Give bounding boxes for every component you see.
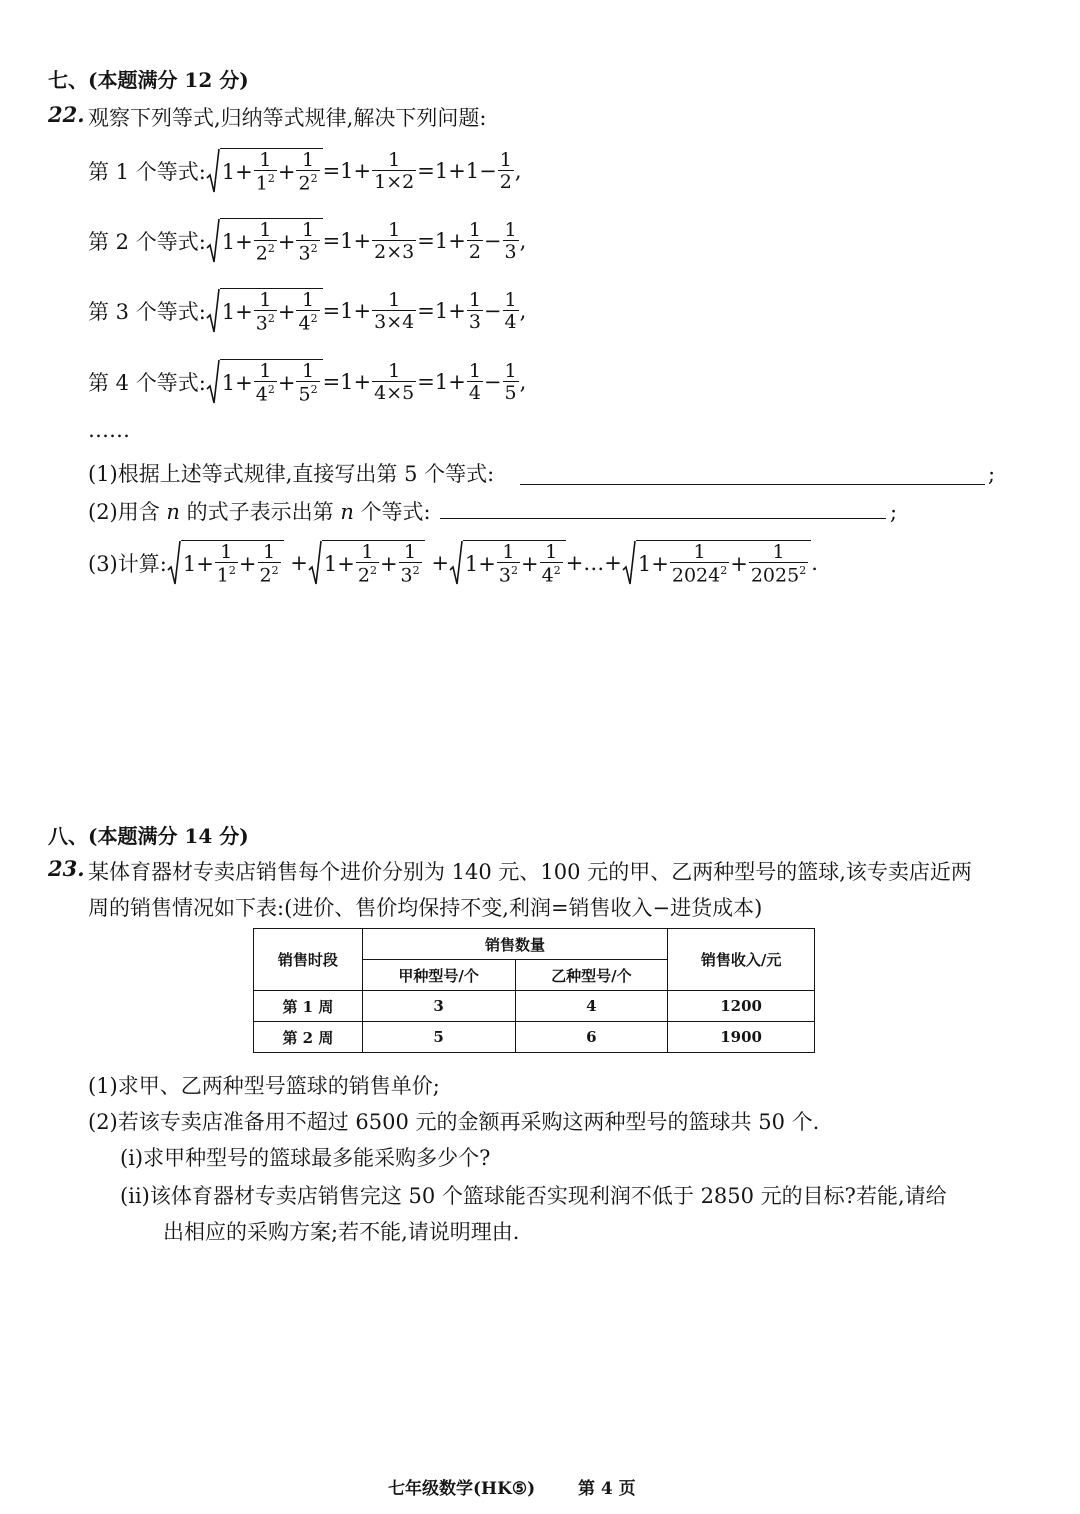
frac-den: 3: [255, 312, 268, 335]
part-2-text-c: 个等式:: [353, 500, 431, 524]
equation-label: 第 3 个等式:: [88, 300, 206, 324]
denominator-2024: 2024: [671, 564, 721, 587]
equation-rhs-prefix: 1+: [434, 229, 466, 253]
frac-den: 3×4: [374, 310, 415, 333]
answer-blank-1[interactable]: [520, 484, 985, 485]
sqrt-term-3: 1+ $\frac{1}{3^2}$ + $\frac{1}{4^2}$: [449, 540, 566, 586]
frac-den: 4: [298, 312, 311, 335]
frac-den: 1×2: [374, 170, 415, 193]
part-3-dots: +…+: [565, 551, 622, 575]
answer-blank-2[interactable]: [440, 518, 886, 519]
var-n: n: [166, 500, 180, 524]
sqrt-term-last: 1+ $\frac{1}{2024^2}$ + $\frac{1}{2025^2}$: [622, 540, 811, 586]
cell-type-a: 3: [362, 991, 515, 1022]
cell-income: 1900: [668, 1022, 815, 1053]
frac-den: 2×3: [374, 240, 415, 263]
cell-type-b: 4: [515, 991, 668, 1022]
question-22-number: 22.: [48, 102, 85, 127]
q23-part-1: (1)求甲、乙两种型号篮球的销售单价;: [88, 1074, 440, 1098]
equation-2: 第 2 个等式: 1+ $\frac{1}{2^2}$ + $\frac{1}{3^2}$ =1+ $\frac{1}{2\times 3}$ = 1+ $\frac{1}{2}$ − $\frac{1}{3}$ ,: [88, 218, 527, 265]
cell-period: 第 1 周: [254, 991, 363, 1022]
part-2-text: [88, 496, 431, 526]
table-row: [254, 1022, 815, 1053]
sqrt-symbol: 1+ $\frac{1}{4^2}$ + $\frac{1}{5^2}$: [206, 359, 323, 405]
header-type-b: 乙种型号/个: [515, 960, 668, 991]
header-quantity: 销售数量: [362, 929, 667, 960]
frac-den: 1: [255, 172, 268, 195]
frac-den: 4: [255, 383, 268, 406]
equation-4: 第 4 个等式: 1+ $\frac{1}{4^2}$ + $\frac{1}{5^2}$ =1+ $\frac{1}{4\times 5}$ = 1+ $\frac{1}{4}$ − $\frac{1}{5}$ ,: [88, 359, 527, 406]
part-2-end: ;: [890, 500, 898, 524]
question-23-number: 23.: [48, 856, 85, 881]
cell-income: 1200: [668, 991, 815, 1022]
cell-type-b: 6: [515, 1022, 668, 1053]
question-23-line-2: 周的销售情况如下表:(进价、售价均保持不变,利润=销售收入−进货成本): [88, 896, 763, 920]
equation-rhs-prefix: 1+: [434, 299, 466, 323]
header-income: 销售收入/元: [668, 929, 815, 991]
equation-rhs-prefix: 1+: [434, 370, 466, 394]
sqrt-term-1: 1+ $\frac{1}{1^2}$ + $\frac{1}{2^2}$: [167, 540, 284, 586]
frac-den: 5: [298, 383, 311, 406]
sqrt-term-2: 1+ $\frac{1}{2^2}$ + $\frac{1}{3^2}$: [308, 540, 425, 586]
equation-label: 第 1 个等式:: [88, 160, 206, 184]
q23-part-2-ii-line-1: (ⅱ)该体育器材专卖店销售完这 50 个篮球能否实现利润不低于 2850 元的目标?若能,请给: [120, 1184, 947, 1208]
denominator-2025: 2025: [750, 564, 800, 587]
frac-den: 4: [504, 310, 517, 333]
cell-period: 第 2 周: [254, 1022, 363, 1053]
cell-type-a: 5: [362, 1022, 515, 1053]
footer-subject: 七年级数学(HK⑤): [388, 1479, 536, 1499]
header-period: 销售时段: [254, 929, 363, 991]
frac-den: 4: [468, 381, 481, 404]
frac-den: 2: [468, 240, 481, 263]
frac-den: 5: [504, 381, 517, 404]
frac-den: 3: [298, 242, 311, 265]
part-1-text: (1)根据上述等式规律,直接写出第 5 个等式:: [88, 462, 495, 486]
part-1-end: ;: [988, 462, 996, 486]
question-22-text: 观察下列等式,归纳等式规律,解决下列问题:: [88, 106, 487, 130]
ellipsis: ……: [88, 418, 130, 442]
section-7-heading: 七、(本题满分 12 分): [48, 68, 249, 92]
frac-den: 4×5: [374, 381, 415, 404]
section-8-heading: 八、(本题满分 14 分): [48, 824, 249, 848]
part-3-expression: (3)计算: 1+ $\frac{1}{1^2}$ + $\frac{1}{2^2}$ + 1+ $\frac{1}{2^2}$ + $\frac{1}{3^2}$ + 1+ $\frac{1}{3^2}$ + $\frac{1}{4^2}$ +…+ 1+ $\frac{1}{2024^2}$ + $\frac{1}{2025^2}$ .: [88, 541, 818, 587]
sqrt-symbol: 1+ $\frac{1}{1^2}$ + $\frac{1}{2^2}$: [206, 148, 323, 194]
q23-part-2-ii-line-2: 出相应的采购方案;若不能,请说明理由.: [163, 1220, 520, 1244]
equation-1: 第 1 个等式: 1+ $\frac{1}{1^2}$ + $\frac{1}{2^2}$ =1+ $\frac{1}{1\times 2}$ = 1+1− $\frac{1}{2}$ ,: [88, 148, 522, 195]
frac-den: 2: [298, 172, 311, 195]
equation-label: 第 2 个等式:: [88, 230, 206, 254]
q23-part-2: (2)若该专卖店准备用不超过 6500 元的金额再采购这两种型号的篮球共 50 个.: [88, 1110, 820, 1134]
frac-den: 2: [255, 242, 268, 265]
part-3-label: (3)计算:: [88, 552, 167, 576]
header-type-a: 甲种型号/个: [362, 960, 515, 991]
q23-part-2-i: (ⅰ)求甲种型号的篮球最多能采购多少个?: [120, 1146, 491, 1170]
frac-den: 2: [499, 170, 512, 193]
footer-page: 第 4 页: [578, 1479, 636, 1499]
var-n: n: [340, 500, 354, 524]
question-23-line-1: 某体育器材专卖店销售每个进价分别为 140 元、100 元的甲、乙两种型号的篮球,该专卖店近两: [88, 860, 972, 884]
sqrt-symbol: 1+ $\frac{1}{3^2}$ + $\frac{1}{4^2}$: [206, 288, 323, 334]
part-2-text-b: 的式子表示出第: [179, 500, 341, 524]
sales-table: [253, 928, 815, 1053]
sqrt-symbol: 1+ $\frac{1}{2^2}$ + $\frac{1}{3^2}$: [206, 218, 323, 264]
part-2-text-a: (2)用含: [88, 500, 167, 524]
equation-label: 第 4 个等式:: [88, 371, 206, 395]
table-row: [254, 991, 815, 1022]
equation-3: 第 3 个等式: 1+ $\frac{1}{3^2}$ + $\frac{1}{4^2}$ =1+ $\frac{1}{3\times 4}$ = 1+ $\frac{1}{3}$ − $\frac{1}{4}$ ,: [88, 288, 527, 335]
equation-rhs-prefix: 1+1−: [434, 159, 497, 183]
frac-den: 3: [504, 240, 517, 263]
frac-den: 3: [468, 310, 481, 333]
